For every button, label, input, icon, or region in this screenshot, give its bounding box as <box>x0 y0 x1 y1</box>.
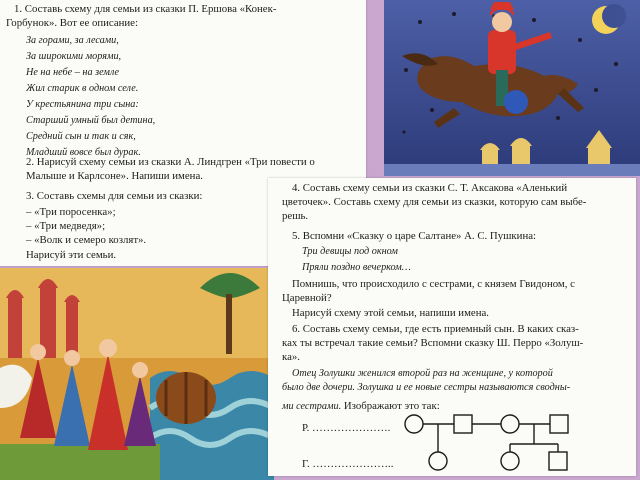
task4-line3: решь. <box>282 210 309 222</box>
diagram-square <box>454 415 472 433</box>
task1-line2: Горбунок». Вот ее описание: <box>6 17 138 29</box>
task6-line3: ка». <box>282 351 300 363</box>
task6-line1: 6. Составь схему семьи, где есть приемный сын. В каких сказ- <box>292 323 579 335</box>
diagram-square <box>549 452 567 470</box>
task6-line2: ках ты встречал такие семьи? Вспомни сказку Ш. Перро «Золуш- <box>282 337 584 349</box>
task6-italic-line1: Отец Золушки женился второй раз на женщине, у которой <box>292 368 553 379</box>
task3-item: – «Три медведя»; <box>26 220 106 232</box>
task3-title: 3. Составь схемы для семьи из сказки: <box>26 190 203 202</box>
task3-footer: Нарисуй эти семьи. <box>26 249 117 261</box>
task5-title: 5. Вспомни «Сказку о царе Салтане» А. С. Пушкина: <box>292 230 537 242</box>
task5-text-line1: Помнишь, что происходило с сестрами, с князем Гвидоном, с <box>292 278 575 290</box>
family-tree-diagram <box>402 412 578 476</box>
poem1-line: Средний сын и так и сяк, <box>26 131 136 142</box>
task6-last-normal: Изображают это так: <box>341 400 440 412</box>
task6-italic-line2: было две дочери. Золушка и ее новые сестры называются сводны- <box>282 382 571 393</box>
task3-item: – «Волк и семеро козлят». <box>26 234 147 246</box>
poem1-line: Младший вовсе был дурак. <box>26 147 141 158</box>
rider-illustration <box>384 0 640 176</box>
task2-line2: Малыше и Карлсоне». Напиши имена. <box>26 170 203 182</box>
task4-line2: цветочек». Составь схему для семьи из сказки, которую сам выбе- <box>282 196 587 208</box>
poem2-line: Пряли поздно вечерком… <box>302 262 411 273</box>
task6-last-italic: ми сестрами. <box>282 401 342 412</box>
poem1-line: У крестьянина три сына: <box>26 99 139 110</box>
poem1-line: За широкими морями, <box>26 51 122 62</box>
diagram-circle <box>405 415 423 433</box>
poem1-line: За горами, за лесами, <box>26 35 119 46</box>
poem1-line: Не на небе – на земле <box>26 67 120 78</box>
poem2-line: Три девицы под окном <box>302 246 398 257</box>
poem1-line: Жил старик в одном селе. <box>26 83 139 94</box>
task5-text-line2: Царевной? <box>282 292 332 304</box>
task2-line1: 2. Нарисуй схему семьи из сказки А. Линдгрен «Три повести о <box>26 156 315 168</box>
diagram-square <box>550 415 568 433</box>
task3-item: – «Три поросенка»; <box>26 206 116 218</box>
diagram-circle <box>429 452 447 470</box>
poem1-line: Старший умный был детина, <box>26 115 156 126</box>
task4-line1: 4. Составь схему семьи из сказки С. Т. Аксакова «Аленький <box>292 182 568 194</box>
diagram-circle <box>501 452 519 470</box>
task5-draw: Нарисуй схему этой семьи, напиши имена. <box>292 307 489 319</box>
label-f: Г. ………………….. <box>302 458 394 470</box>
task1-line1: 1. Составь схему для семьи из сказки П. Ершова «Конек- <box>14 3 277 15</box>
diagram-circle <box>501 415 519 433</box>
fairy-tale-crowd-illustration <box>0 268 274 480</box>
label-r: Р. …………………. <box>302 422 391 434</box>
